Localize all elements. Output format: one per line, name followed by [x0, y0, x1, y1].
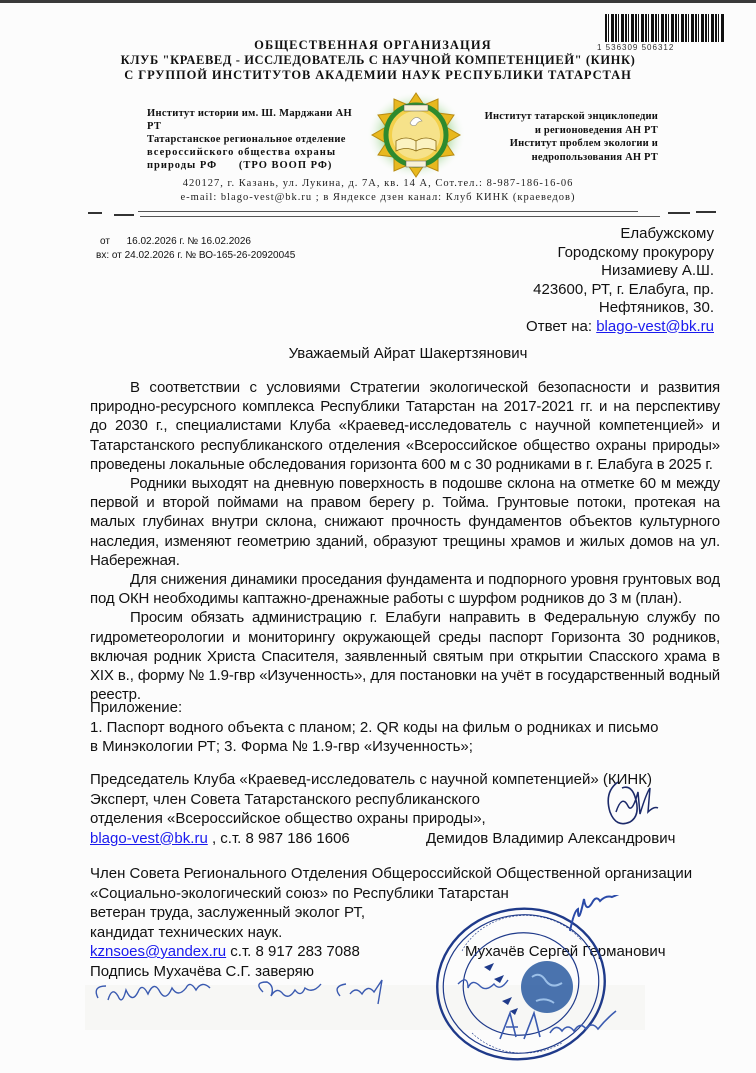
incoming-reference: вх: от 24.02.2026 г. № ВО-165-26-20920045: [96, 250, 296, 261]
recipient-line: Городскому прокурору: [557, 243, 714, 261]
signatory-email-link[interactable]: kznsoes@yandex.ru: [90, 943, 227, 960]
institute-line: всероссийского общества охраны: [147, 147, 337, 158]
attachments: [90, 698, 720, 757]
greeting: Уважаемый Айрат Шакертзянович: [288, 345, 528, 362]
header-divider-flourish-right: [696, 211, 716, 213]
attachments-line: 1. Паспорт водного объекта с планом; 2. QR коды на фильм о родниках и письмо: [90, 718, 659, 736]
letter-body: [90, 378, 720, 704]
signatory-title-line: отделения «Всероссийское общество охраны природы»,: [90, 810, 486, 827]
left-institutes: [147, 107, 357, 172]
signatory-name: Мухачёв Сергей Германович: [465, 943, 666, 960]
signatory-email-link[interactable]: blago-vest@bk.ru: [90, 829, 208, 847]
signatory-title-line: ветеран труда, заслуженный эколог РТ,: [90, 904, 366, 921]
signatory-title-line: Член Совета Регионального Отделения Общероссийской Общественной организации: [90, 865, 693, 882]
reply-to-label: Ответ на:: [526, 317, 597, 335]
signatory-title-line: «Социально-экологический союз» по Республики Татарстан: [90, 884, 509, 902]
recipient-line: Низамиеву А.Ш.: [601, 262, 714, 279]
signatory-mukhachev: [90, 864, 730, 981]
reply-email-link[interactable]: blago-vest@bk.ru: [596, 317, 714, 335]
institutes-group-heading: С ГРУППОЙ ИНСТИТУТОВ АКАДЕМИИ НАУК РЕСПУБЛИКИ ТАТАРСТАН: [124, 68, 632, 82]
reference-numbers: [96, 235, 295, 263]
signatory-demidov: [90, 770, 730, 848]
header-divider-flourish-right: [668, 212, 690, 214]
header-divider-flourish-left: [88, 212, 102, 214]
body-paragraph: В соответствии с условиями Стратегии экологической безопасности и развития природно-ресурсного комплекса Республики Татарстан на 2017-2021 гг. и на перспективу до 2030 г., специалистами Клуба «Краевед-исследователь с научной компетенцией» и Татарстанского республиканского отделения «Всероссийское общество охраны природы» проведены локальные обследования горизонта 600 м с 30 родниками в г. Елабуга в 2025 г.: [90, 379, 720, 473]
club-address: 420127, г. Казань, ул. Лукина, д. 7А, кв. 14 А, Сот.тел.: 8-987-186-16-06: [182, 178, 574, 189]
right-institutes: [466, 110, 658, 164]
reply-to-line: [526, 318, 714, 337]
signatory-title-line: кандидат технических наук.: [90, 923, 283, 941]
body-paragraph: Для снижения динамики проседания фундамента и подпорного уровня грунтовых вод под ОКН необходимы каптажно-дренажные работы с шурфом родников до 3 м (план).: [90, 571, 720, 608]
signatory-title-line: Председатель Клуба «Краевед-исследователь с научной компетенцией» (КИНК): [90, 771, 652, 788]
institute-line: Институт проблем экологии и: [509, 138, 658, 149]
institute-line: природы РФ (ТРО ВООП РФ): [147, 160, 333, 171]
signature-certification: Подпись Мухачёва С.Г. заверяю: [90, 962, 315, 980]
attachments-line: в Минэкологии РТ; 3. Форма № 1.9-гвр «Изученность»;: [90, 738, 473, 755]
recipient-line: 423600, РТ, г. Елабуга, пр.: [533, 280, 714, 298]
institute-line: Институт истории им. Ш. Марджани АН РТ: [147, 108, 352, 132]
signatory-phone: , с.т. 8 987 186 1606: [207, 829, 350, 847]
signatory-title-line: Эксперт, член Совета Татарстанского республиканского: [90, 790, 480, 808]
page-top-border: [0, 0, 756, 3]
attachments-title: Приложение:: [90, 699, 183, 716]
institute-line: и регионоведения АН РТ: [534, 124, 658, 136]
barcode-digits: 1 536309 506312: [597, 43, 675, 52]
club-emblem-icon: [366, 91, 466, 179]
header-divider-flourish-left: [114, 214, 134, 216]
club-name-heading: КЛУБ "КРАЕВЕД - ИССЛЕДОВАТЕЛЬ С НАУЧНОЙ КОМПЕТЕНЦИЕЙ" (КИНК): [120, 53, 636, 67]
outgoing-reference: от 16.02.2026 г. № 16.02.2026: [100, 236, 251, 247]
recipient-line: Елабужскому: [620, 225, 714, 242]
club-contact: e-mail: blago-vest@bk.ru ; в Яндексе дзен канал: Клуб КИНК (краеведов): [180, 192, 576, 203]
signatory-phone: с.т. 8 917 283 7088: [226, 943, 360, 960]
header-divider-bottom: [140, 216, 660, 217]
org-type-heading: ОБЩЕСТВЕННАЯ ОРГАНИЗАЦИЯ: [254, 38, 492, 52]
recipient-line: Нефтяников, 30.: [598, 299, 714, 316]
institute-line: недропользования АН РТ: [531, 151, 658, 163]
institute-line: Институт татарской энциклопедии: [484, 111, 658, 122]
header-divider-top: [138, 211, 638, 212]
organization-stamp-icon: [432, 905, 610, 1063]
signatory-name: Демидов Владимир Александрович: [426, 829, 676, 847]
body-paragraph: Родники выходят на дневную поверхность в подошве склона на отметке 60 м между первой и второй поймами на правом берегу р. Тойма. Грунтовые потоки, протекая на малых глубинах внутри склона, снижают прочность фундаментов объектов культурного наследия, изменяют геометрию зданий, образуют трещины храмов и жилых домов на ул. Набережная.: [90, 475, 720, 569]
institute-line: Татарстанское региональное отделение: [147, 134, 346, 145]
recipient-block: [526, 225, 714, 336]
body-paragraph: Просим обязать администрацию г. Елабуги направить в Федеральную службу по гидрометеорологии и мониторингу окружающей среды паспорт Горизонта 30 родников, включая родник Христа Спасителя, заявленный святым при открытии Спасского храма в XIX в., форму № 1.9-гвр «Изученность», для постановки на учёт в государственный водный реестр.: [90, 609, 720, 704]
